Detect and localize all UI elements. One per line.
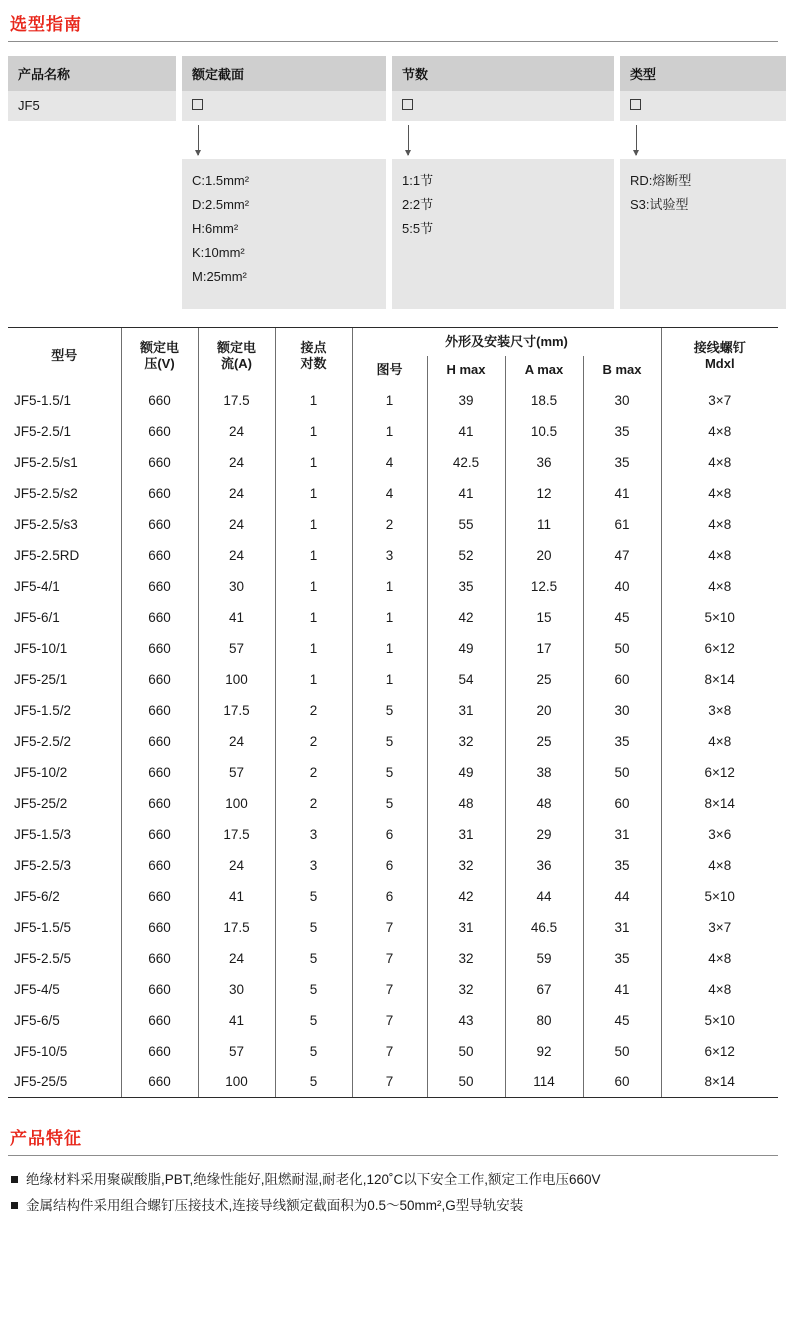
cell-model: JF5-2.5/5 [14,950,72,966]
cell-contact-pairs: 1 [275,633,352,664]
th-rated-current-line2: 流(A) [220,356,253,372]
cell-a-max: 38 [505,757,583,788]
cell-h-max: 42 [427,881,505,912]
cell-model: JF5-2.5RD [14,547,80,563]
cell-a-max: 67 [505,974,583,1005]
cell-rated-voltage: 660 [121,726,198,757]
features-list [8,1168,778,1217]
cell-fig-no: 7 [352,1036,427,1067]
table-row [8,757,778,788]
option-item: H:6mm² [192,221,239,237]
cell-rated-current: 24 [198,478,275,509]
cell-h-max: 43 [427,1005,505,1036]
cell-screw: 6×12 [661,1036,778,1067]
spec-table [8,327,778,1098]
cell-rated-voltage: 660 [121,912,198,943]
cell-fig-no: 5 [352,788,427,819]
cell-rated-voltage: 660 [121,974,198,1005]
cell-rated-current: 30 [198,571,275,602]
guide-column-type [620,56,786,309]
th-fig-no: 图号 [352,356,427,384]
cell-a-max: 46.5 [505,912,583,943]
table-row [8,881,778,912]
guide-options-type [620,159,786,309]
cell-rated-voltage: 660 [121,447,198,478]
cell-b-max: 44 [583,881,661,912]
cell-contact-pairs: 5 [275,881,352,912]
table-row [8,602,778,633]
cell-b-max: 31 [583,819,661,850]
cell-model: JF5-2.5/s2 [14,485,78,501]
cell-contact-pairs: 2 [275,788,352,819]
cell-b-max: 50 [583,1036,661,1067]
cell-contact-pairs: 1 [275,540,352,571]
cell-model: JF5-10/1 [14,640,68,656]
table-row [8,447,778,478]
cell-rated-voltage: 660 [121,788,198,819]
spec-table-body [8,385,778,1098]
cell-b-max: 45 [583,602,661,633]
cell-screw: 5×10 [661,1005,778,1036]
cell-fig-no: 5 [352,726,427,757]
cell-a-max: 11 [505,509,583,540]
cell-h-max: 32 [427,943,505,974]
th-h-max: H max [427,356,505,384]
cell-fig-no: 4 [352,447,427,478]
cell-model: JF5-10/5 [14,1043,68,1059]
cell-h-max: 42.5 [427,447,505,478]
guide-checkbox-rated-section[interactable] [182,91,386,121]
guide-checkbox-type[interactable] [620,91,786,121]
cell-screw: 3×6 [661,819,778,850]
cell-fig-no: 7 [352,1005,427,1036]
th-rated-voltage [121,328,198,385]
cell-fig-no: 1 [352,602,427,633]
title-divider [8,41,778,42]
guide-options-sections [392,159,614,309]
cell-fig-no: 7 [352,943,427,974]
cell-fig-no: 4 [352,478,427,509]
option-item: RD:熔断型 [630,173,692,188]
cell-model: JF5-25/1 [14,671,68,687]
cell-contact-pairs: 1 [275,447,352,478]
cell-a-max: 17 [505,633,583,664]
cell-b-max: 35 [583,416,661,447]
th-dimensions-group: 外形及安装尺寸(mm) [352,328,661,357]
cell-h-max: 32 [427,974,505,1005]
cell-b-max: 50 [583,633,661,664]
table-row [8,385,778,416]
option-item: 5:5节 [402,221,434,237]
cell-screw: 4×8 [661,478,778,509]
cell-h-max: 54 [427,664,505,695]
guide-column-rated-section [182,56,386,309]
features-section [8,1124,778,1217]
table-row [8,850,778,881]
cell-fig-no: 1 [352,385,427,416]
cell-rated-current: 41 [198,602,275,633]
th-rated-voltage-line2: 压(V) [144,356,175,372]
guide-column-product-name [8,56,176,121]
option-item: 1:1节 [402,173,434,188]
cell-screw: 4×8 [661,850,778,881]
cell-a-max: 15 [505,602,583,633]
cell-rated-current: 24 [198,850,275,881]
cell-rated-current: 57 [198,757,275,788]
cell-h-max: 35 [427,571,505,602]
guide-arrow-area-rated-section [182,121,386,159]
table-row [8,509,778,540]
cell-screw: 8×14 [661,664,778,695]
cell-contact-pairs: 5 [275,943,352,974]
table-row [8,1036,778,1067]
cell-contact-pairs: 1 [275,509,352,540]
th-screw-line2: Mdxl [704,356,735,372]
cell-rated-voltage: 660 [121,819,198,850]
cell-rated-current: 24 [198,416,275,447]
cell-contact-pairs: 1 [275,602,352,633]
guide-header-sections: 节数 [392,56,614,91]
cell-rated-current: 57 [198,633,275,664]
cell-rated-voltage: 660 [121,943,198,974]
option-item: C:1.5mm² [192,173,250,188]
cell-h-max: 32 [427,850,505,881]
cell-model: JF5-6/1 [14,609,60,625]
cell-a-max: 59 [505,943,583,974]
guide-value-product-name: JF5 [8,91,176,121]
cell-a-max: 25 [505,664,583,695]
cell-model: JF5-2.5/2 [14,733,72,749]
th-model: 型号 [8,328,121,385]
cell-screw: 5×10 [661,602,778,633]
cell-b-max: 30 [583,695,661,726]
option-item: 2:2节 [402,197,434,213]
cell-fig-no: 2 [352,509,427,540]
cell-model: JF5-1.5/5 [14,919,72,935]
cell-model: JF5-4/5 [14,981,60,997]
cell-model: JF5-2.5/1 [14,423,72,439]
cell-fig-no: 5 [352,757,427,788]
table-row [8,726,778,757]
cell-fig-no: 6 [352,881,427,912]
checkbox-icon[interactable] [192,99,203,110]
cell-screw: 6×12 [661,757,778,788]
cell-screw: 8×14 [661,788,778,819]
cell-screw: 4×8 [661,726,778,757]
cell-h-max: 31 [427,695,505,726]
feature-item [10,1168,776,1192]
cell-b-max: 41 [583,974,661,1005]
cell-b-max: 45 [583,1005,661,1036]
cell-fig-no: 3 [352,540,427,571]
cell-fig-no: 1 [352,416,427,447]
cell-a-max: 92 [505,1036,583,1067]
cell-b-max: 30 [583,385,661,416]
cell-model: JF5-4/1 [14,578,60,594]
cell-rated-voltage: 660 [121,881,198,912]
cell-rated-current: 100 [198,788,275,819]
th-contact-pairs-line1: 接点 [300,340,327,355]
cell-b-max: 47 [583,540,661,571]
cell-rated-current: 17.5 [198,819,275,850]
cell-rated-voltage: 660 [121,850,198,881]
table-row [8,664,778,695]
table-row [8,478,778,509]
cell-rated-current: 24 [198,447,275,478]
cell-fig-no: 7 [352,1067,427,1098]
cell-fig-no: 6 [352,850,427,881]
th-screw-line1: 接线螺钉 [693,340,746,355]
guide-header-type: 类型 [620,56,786,91]
cell-contact-pairs: 5 [275,912,352,943]
cell-rated-current: 24 [198,540,275,571]
cell-contact-pairs: 5 [275,1067,352,1098]
cell-a-max: 114 [505,1067,583,1098]
table-row [8,695,778,726]
features-divider [8,1155,778,1156]
cell-h-max: 50 [427,1036,505,1067]
cell-rated-voltage: 660 [121,385,198,416]
cell-model: JF5-1.5/1 [14,392,72,408]
cell-screw: 4×8 [661,509,778,540]
feature-text: 绝缘材料采用聚碳酸脂,PBT,绝缘性能好,阻燃耐湿,耐老化,120˚C以下安全工作,额定工作电压660V [26,1172,601,1187]
cell-h-max: 50 [427,1067,505,1098]
cell-h-max: 41 [427,416,505,447]
cell-contact-pairs: 1 [275,571,352,602]
cell-model: JF5-6/2 [14,888,60,904]
cell-a-max: 25 [505,726,583,757]
down-arrow-icon [408,125,409,155]
cell-a-max: 48 [505,788,583,819]
cell-rated-voltage: 660 [121,571,198,602]
cell-contact-pairs: 3 [275,850,352,881]
table-row [8,571,778,602]
cell-screw: 4×8 [661,943,778,974]
cell-rated-current: 17.5 [198,695,275,726]
cell-h-max: 39 [427,385,505,416]
cell-fig-no: 6 [352,819,427,850]
cell-b-max: 31 [583,912,661,943]
cell-fig-no: 1 [352,633,427,664]
table-row [8,1005,778,1036]
th-a-max: A max [505,356,583,384]
cell-screw: 6×12 [661,633,778,664]
cell-contact-pairs: 5 [275,1005,352,1036]
cell-model: JF5-25/5 [8,1067,121,1098]
th-screw [661,328,778,385]
cell-b-max: 61 [583,509,661,540]
cell-rated-current: 57 [198,1036,275,1067]
cell-h-max: 41 [427,478,505,509]
cell-a-max: 80 [505,1005,583,1036]
cell-rated-voltage: 660 [121,757,198,788]
cell-model: JF5-10/2 [14,764,68,780]
selection-guide [8,56,778,309]
th-rated-voltage-line1: 额定电 [139,340,179,355]
features-title: 产品特征 [10,1129,82,1148]
table-row [8,943,778,974]
cell-rated-current: 17.5 [198,912,275,943]
cell-screw: 4×8 [661,416,778,447]
cell-rated-voltage: 660 [121,664,198,695]
guide-header-product-name: 产品名称 [8,56,176,91]
cell-h-max: 42 [427,602,505,633]
cell-b-max: 35 [583,850,661,881]
cell-contact-pairs: 2 [275,726,352,757]
cell-model: JF5-2.5/3 [14,857,72,873]
cell-h-max: 31 [427,819,505,850]
th-b-max: B max [583,356,661,384]
table-row [8,633,778,664]
cell-rated-voltage: 660 [121,602,198,633]
cell-screw: 3×8 [661,695,778,726]
cell-contact-pairs: 1 [275,664,352,695]
cell-model: JF5-2.5/s1 [14,454,78,470]
cell-fig-no: 1 [352,571,427,602]
cell-b-max: 35 [583,726,661,757]
cell-rated-current: 24 [198,943,275,974]
cell-h-max: 49 [427,633,505,664]
cell-screw: 3×7 [661,385,778,416]
feature-text: 金属结构件采用组合螺钉压接技术,连接导线额定截面积为0.5～50mm²,G型导轨安装 [26,1197,524,1213]
guide-header-rated-section: 额定截面 [182,56,386,91]
cell-rated-voltage: 660 [121,1005,198,1036]
cell-b-max: 41 [583,478,661,509]
cell-contact-pairs: 1 [275,416,352,447]
cell-a-max: 36 [505,447,583,478]
cell-rated-voltage: 660 [121,540,198,571]
cell-a-max: 12.5 [505,571,583,602]
cell-rated-voltage: 660 [121,1067,198,1098]
cell-h-max: 52 [427,540,505,571]
cell-contact-pairs: 5 [275,974,352,1005]
option-item: D:2.5mm² [192,197,250,213]
cell-model: JF5-1.5/2 [14,702,72,718]
cell-rated-voltage: 660 [121,478,198,509]
cell-screw: 3×7 [661,912,778,943]
cell-b-max: 60 [583,664,661,695]
cell-a-max: 20 [505,540,583,571]
page-title: 选型指南 [10,15,82,34]
cell-b-max: 60 [583,1067,661,1098]
cell-contact-pairs: 1 [275,478,352,509]
cell-screw: 4×8 [661,540,778,571]
cell-h-max: 48 [427,788,505,819]
guide-checkbox-sections[interactable] [392,91,614,121]
cell-a-max: 10.5 [505,416,583,447]
cell-a-max: 18.5 [505,385,583,416]
cell-rated-voltage: 660 [121,695,198,726]
down-arrow-icon [198,125,199,155]
table-row [8,416,778,447]
cell-b-max: 60 [583,788,661,819]
down-arrow-icon [636,125,637,155]
cell-screw: 4×8 [661,974,778,1005]
cell-rated-current: 100 [198,1067,275,1098]
table-row [8,1067,778,1098]
cell-h-max: 31 [427,912,505,943]
guide-options-rated-section [182,159,386,309]
table-header-row-top [8,328,778,357]
cell-b-max: 35 [583,447,661,478]
cell-screw: 4×8 [661,571,778,602]
table-row [8,788,778,819]
guide-column-sections [392,56,614,309]
table-row [8,974,778,1005]
cell-rated-voltage: 660 [121,1036,198,1067]
cell-b-max: 50 [583,757,661,788]
cell-contact-pairs: 1 [275,385,352,416]
cell-contact-pairs: 5 [275,1036,352,1067]
table-row [8,819,778,850]
cell-contact-pairs: 2 [275,695,352,726]
cell-model: JF5-25/2 [14,795,68,811]
cell-fig-no: 1 [352,664,427,695]
cell-a-max: 20 [505,695,583,726]
cell-b-max: 35 [583,943,661,974]
cell-model: JF5-1.5/3 [14,826,72,842]
cell-a-max: 12 [505,478,583,509]
cell-rated-current: 24 [198,509,275,540]
feature-item [10,1194,776,1218]
th-rated-current [198,328,275,385]
cell-fig-no: 7 [352,912,427,943]
page-root [0,10,786,1344]
cell-h-max: 32 [427,726,505,757]
cell-rated-current: 100 [198,664,275,695]
cell-a-max: 44 [505,881,583,912]
table-row [8,540,778,571]
cell-screw: 8×14 [661,1067,778,1098]
cell-screw: 4×8 [661,447,778,478]
cell-rated-voltage: 660 [121,509,198,540]
th-contact-pairs [275,328,352,385]
cell-rated-current: 24 [198,726,275,757]
option-item: K:10mm² [192,245,245,261]
cell-h-max: 55 [427,509,505,540]
cell-contact-pairs: 3 [275,819,352,850]
cell-rated-voltage: 660 [121,416,198,447]
cell-rated-current: 41 [198,1005,275,1036]
cell-contact-pairs: 2 [275,757,352,788]
option-item: M:25mm² [192,269,247,285]
cell-rated-current: 30 [198,974,275,1005]
th-rated-current-line1: 额定电 [216,340,256,355]
option-item: S3:试验型 [630,197,689,213]
cell-model: JF5-2.5/s3 [14,516,78,532]
cell-fig-no: 5 [352,695,427,726]
cell-a-max: 36 [505,850,583,881]
cell-a-max: 29 [505,819,583,850]
cell-model: JF5-6/5 [14,1012,60,1028]
cell-rated-current: 41 [198,881,275,912]
cell-h-max: 49 [427,757,505,788]
table-row [8,912,778,943]
th-contact-pairs-line2: 对数 [300,356,327,372]
cell-b-max: 40 [583,571,661,602]
guide-arrow-area-type [620,121,786,159]
checkbox-icon[interactable] [402,99,413,110]
cell-screw: 5×10 [661,881,778,912]
checkbox-icon[interactable] [630,99,641,110]
cell-rated-voltage: 660 [121,633,198,664]
cell-fig-no: 7 [352,974,427,1005]
guide-arrow-area-sections [392,121,614,159]
cell-rated-current: 17.5 [198,385,275,416]
